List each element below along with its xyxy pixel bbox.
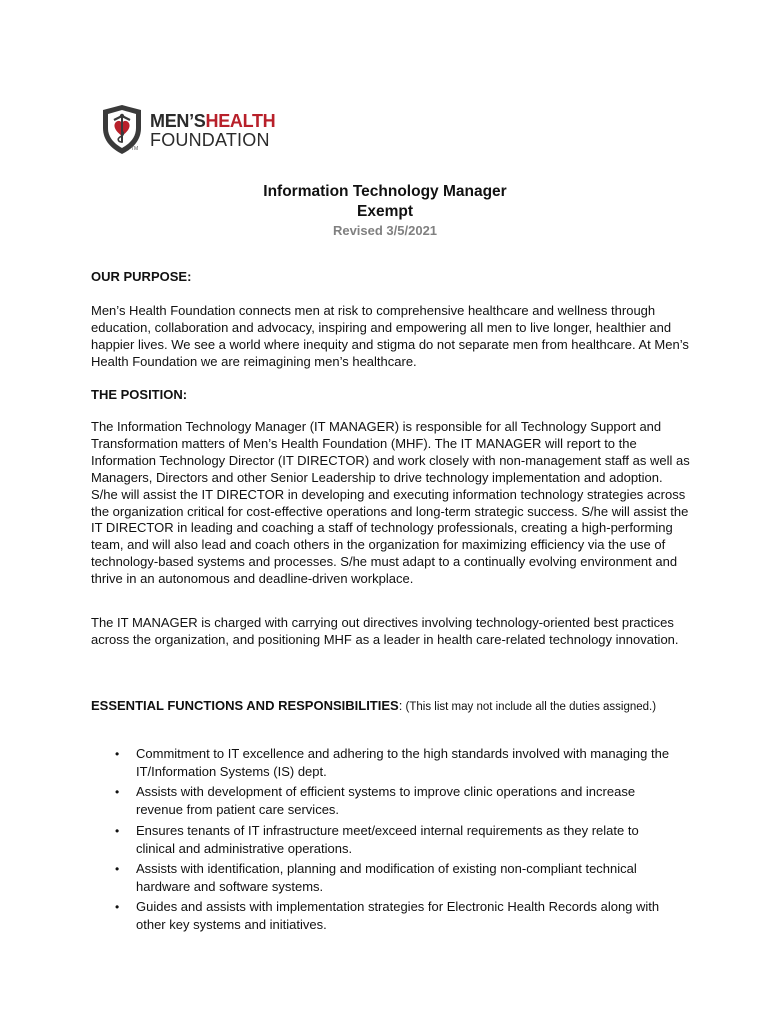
position-heading: THE POSITION: (91, 387, 188, 402)
logo-health-text: HEALTH (205, 111, 276, 131)
position-paragraph-2: The IT MANAGER is charged with carrying out directives involving technology-oriented best practices across the organization, and positioning MHF as a leader in health care-related technology innovation. (91, 615, 679, 647)
essential-functions-intro (91, 697, 691, 716)
mens-health-foundation-logo (100, 104, 300, 156)
logo-trademark: TM (131, 146, 139, 152)
essential-colon: : (398, 698, 403, 713)
logo-foundation-text: FOUNDATION (150, 130, 270, 150)
document-title: Information Technology Manager (263, 183, 507, 200)
list-item: • Assists with identification, planning and modification of existing non-compliant technical hardware and software systems. (136, 860, 681, 896)
essential-note: (This list may not include all the duties assigned.) (402, 701, 657, 713)
document-subtitle: Exempt (357, 203, 413, 220)
revised-date: Revised 3/5/2021 (332, 223, 438, 238)
logo-mens-text: MEN’S (150, 111, 206, 131)
purpose-paragraph: Men’s Health Foundation connects men at risk to comprehensive healthcare and wellness through education, collaboration and advocacy, inspiring and empowering all men to live longer, healthier and happier lives. We see a world where inequity and stigma do not separate men from healthcare. At Men’s Health Foundation we are reimagining men’s healthcare. (91, 303, 689, 369)
list-item: • Ensures tenants of IT infrastructure meet/exceed internal requirements as they relate to clinical and administrative operations. (136, 822, 681, 858)
responsibilities-list (0, 745, 770, 936)
list-item: • Assists with development of efficient systems to improve clinic operations and increase revenue from patient care services. (136, 783, 681, 819)
list-item: • Commitment to IT excellence and adhering to the high standards involved with managing the IT/Information Systems (IS) dept. (136, 745, 681, 781)
position-paragraph-1: The Information Technology Manager (IT MANAGER) is responsible for all Technology Support and Transformation matters of Men’s Health Foundation (MHF). The IT MANAGER will report to the Information Technology Director (IT DIRECTOR) and work closely with non-management staff as well as Managers, Directors and other Senior Leadership to drive technology implementation and adoption. S/he will assist the IT DIRECTOR in developing and executing information technology strategies across the organization critical for cost-effective operations and long-term strategic success. S/he will assist the IT DIRECTOR in leading and coaching a staff of technology professionals, creating a high-performing team, and will also lead and coach others in the organization for maximizing efficiency via the use of technology-based systems and processes. S/he must adapt to a continually evolving environment and thrive in an autonomous and deadline-driven workplace. (91, 419, 690, 587)
logo-wordmark (150, 112, 275, 150)
list-item: • Guides and assists with implementation strategies for Electronic Health Records along with other key systems and initiatives. (136, 898, 681, 934)
essential-functions-heading: ESSENTIAL FUNCTIONS AND RESPONSIBILITIES (91, 698, 399, 713)
purpose-heading: OUR PURPOSE: (91, 269, 192, 284)
